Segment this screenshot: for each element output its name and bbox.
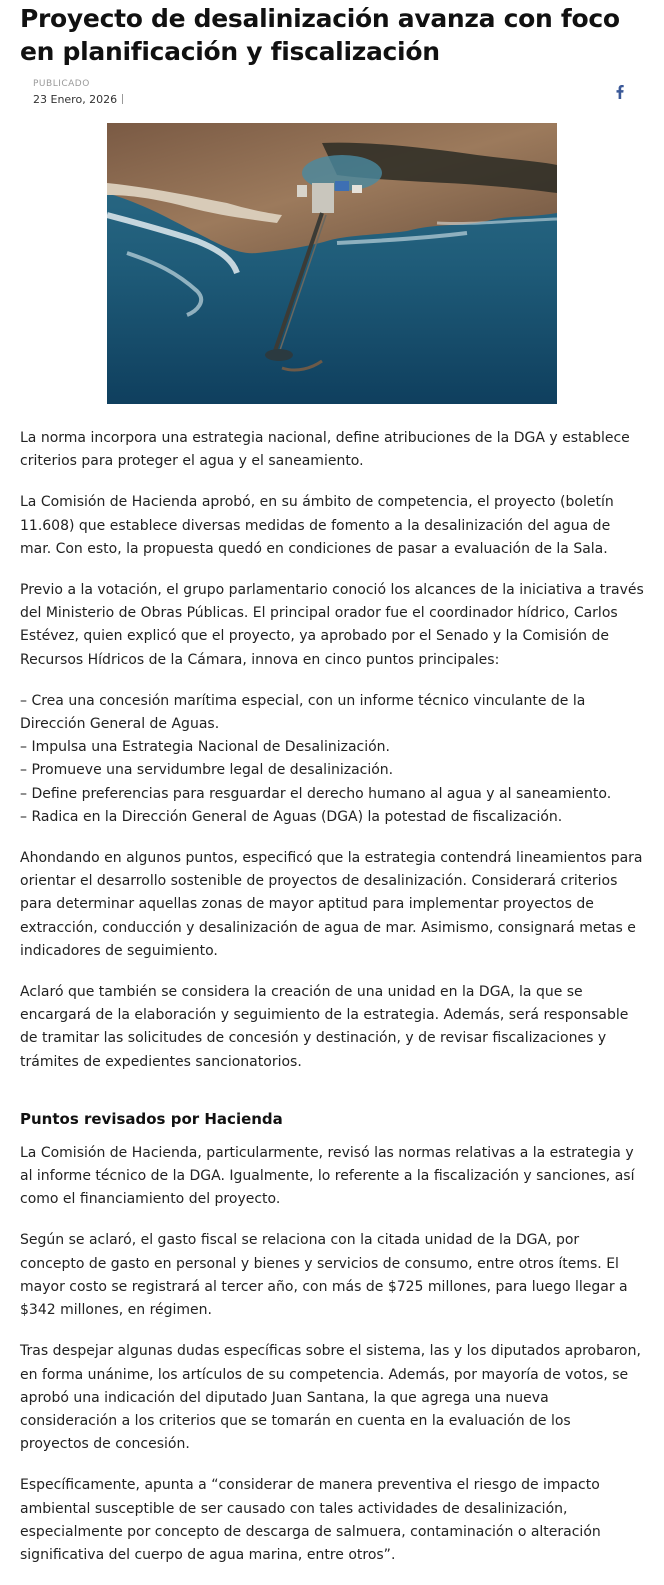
paragraph: Tras despejar algunas dudas específicas sobre el sistema, las y los diputados aprobaron, en forma unánime, los artículos de su competencia. Además, por mayoría de votos, se aprobó una indicación del diputado Juan Santana, la que agrega una nueva consideración a los criterios que se tomarán en cuenta en la evaluación de los proyectos de concesión. bbox=[20, 1343, 641, 1453]
paragraph: La Comisión de Hacienda, particularmente, revisó las normas relativas a la estrategia y al informe técnico de la DGA. Igualmente, lo referente a la fiscalización y sanciones, así como el financiamiento del proyecto. bbox=[20, 1144, 635, 1208]
paragraph: Ahondando en algunos puntos, especificó que la estrategia contendrá lineamientos para orientar el desarrollo sostenible de proyectos de desalinización. Considerará criterios para determinar aquellas zonas de mayor aptitud para implementar proyectos de extracción, conducción y desalinización de agua de mar. Asimismo, consignará metas e indicadores de seguimiento. bbox=[20, 850, 643, 959]
innovation-points-list bbox=[20, 690, 644, 829]
list-item: – Crea una concesión marítima especial, con un informe técnico vinculante de la Dirección General de Aguas. bbox=[20, 692, 586, 733]
meta-divider bbox=[122, 94, 123, 104]
aerial-coast-illustration bbox=[107, 123, 557, 404]
list-item: – Promueve una servidumbre legal de desalinización. bbox=[20, 762, 394, 779]
paragraph: La Comisión de Hacienda aprobó, en su ámbito de competencia, el proyecto (boletín 11.608) que establece diversas medidas de fomento a la desalinización del agua de mar. Con esto, la propuesta quedó en condiciones de pasar a evaluación de la Sala. bbox=[20, 494, 614, 557]
paragraph: Aclaró que también se considera la creación de una unidad en la DGA, la que se encargará de la elaboración y seguimiento de la estrategia. Además, será responsable de tramitar las solicitudes de concesión y destinación, y de revisar fiscalizaciones y trámites de expedientes sancionatorios. bbox=[20, 984, 629, 1070]
article-title: Proyecto de desalinización avanza con foco en planificación y fiscalización bbox=[20, 4, 620, 66]
list-item: – Impulsa una Estrategia Nacional de Desalinización. bbox=[20, 739, 390, 756]
publish-date bbox=[33, 92, 123, 108]
paragraph: Específicamente, apunta a “considerar de manera preventiva el riesgo de impacto ambiental susceptible de ser causado con tales actividades de desalinización, especialmente por concepto de descarga de salmuera, contaminación o alteración significativa del cuerpo de agua marina, entre otros”. bbox=[20, 1477, 601, 1563]
facebook-icon[interactable] bbox=[616, 85, 626, 99]
paragraph: Según se aclaró, el gasto fiscal se relaciona con la citada unidad de la DGA, por concepto de gasto en personal y bienes y servicios de consumo, entre otros ítems. El mayor costo se registrará al tercer año, con más de $725 millones, para luego llegar a $342 millones, en régimen. bbox=[20, 1232, 628, 1319]
published-label: PUBLICADO bbox=[33, 79, 90, 89]
paragraph: La norma incorpora una estrategia nacional, define atribuciones de la DGA y establece criterios para proteger el agua y el saneamiento. bbox=[20, 430, 630, 470]
list-item: – Radica en la Dirección General de Aguas (DGA) la potestad de fiscalización. bbox=[20, 808, 563, 825]
hero-image-desalination-plant bbox=[107, 123, 557, 404]
article-body bbox=[20, 427, 644, 1585]
publish-meta bbox=[33, 78, 123, 108]
section-heading: Puntos revisados por Hacienda bbox=[20, 1109, 283, 1128]
publish-date-text: 23 Enero, 2026 bbox=[33, 93, 118, 106]
list-item: – Define preferencias para resguardar el derecho humano al agua y al saneamiento. bbox=[20, 785, 612, 802]
paragraph: Previo a la votación, el grupo parlamentario conoció los alcances de la iniciativa a través del Ministerio de Obras Públicas. El principal orador fue el coordinador hídrico, Carlos Estévez, quien explicó que el proyecto, ya aprobado por el Senado y la Comisión de Recursos Hídricos de la Cámara, innova en cinco puntos principales: bbox=[20, 582, 644, 668]
